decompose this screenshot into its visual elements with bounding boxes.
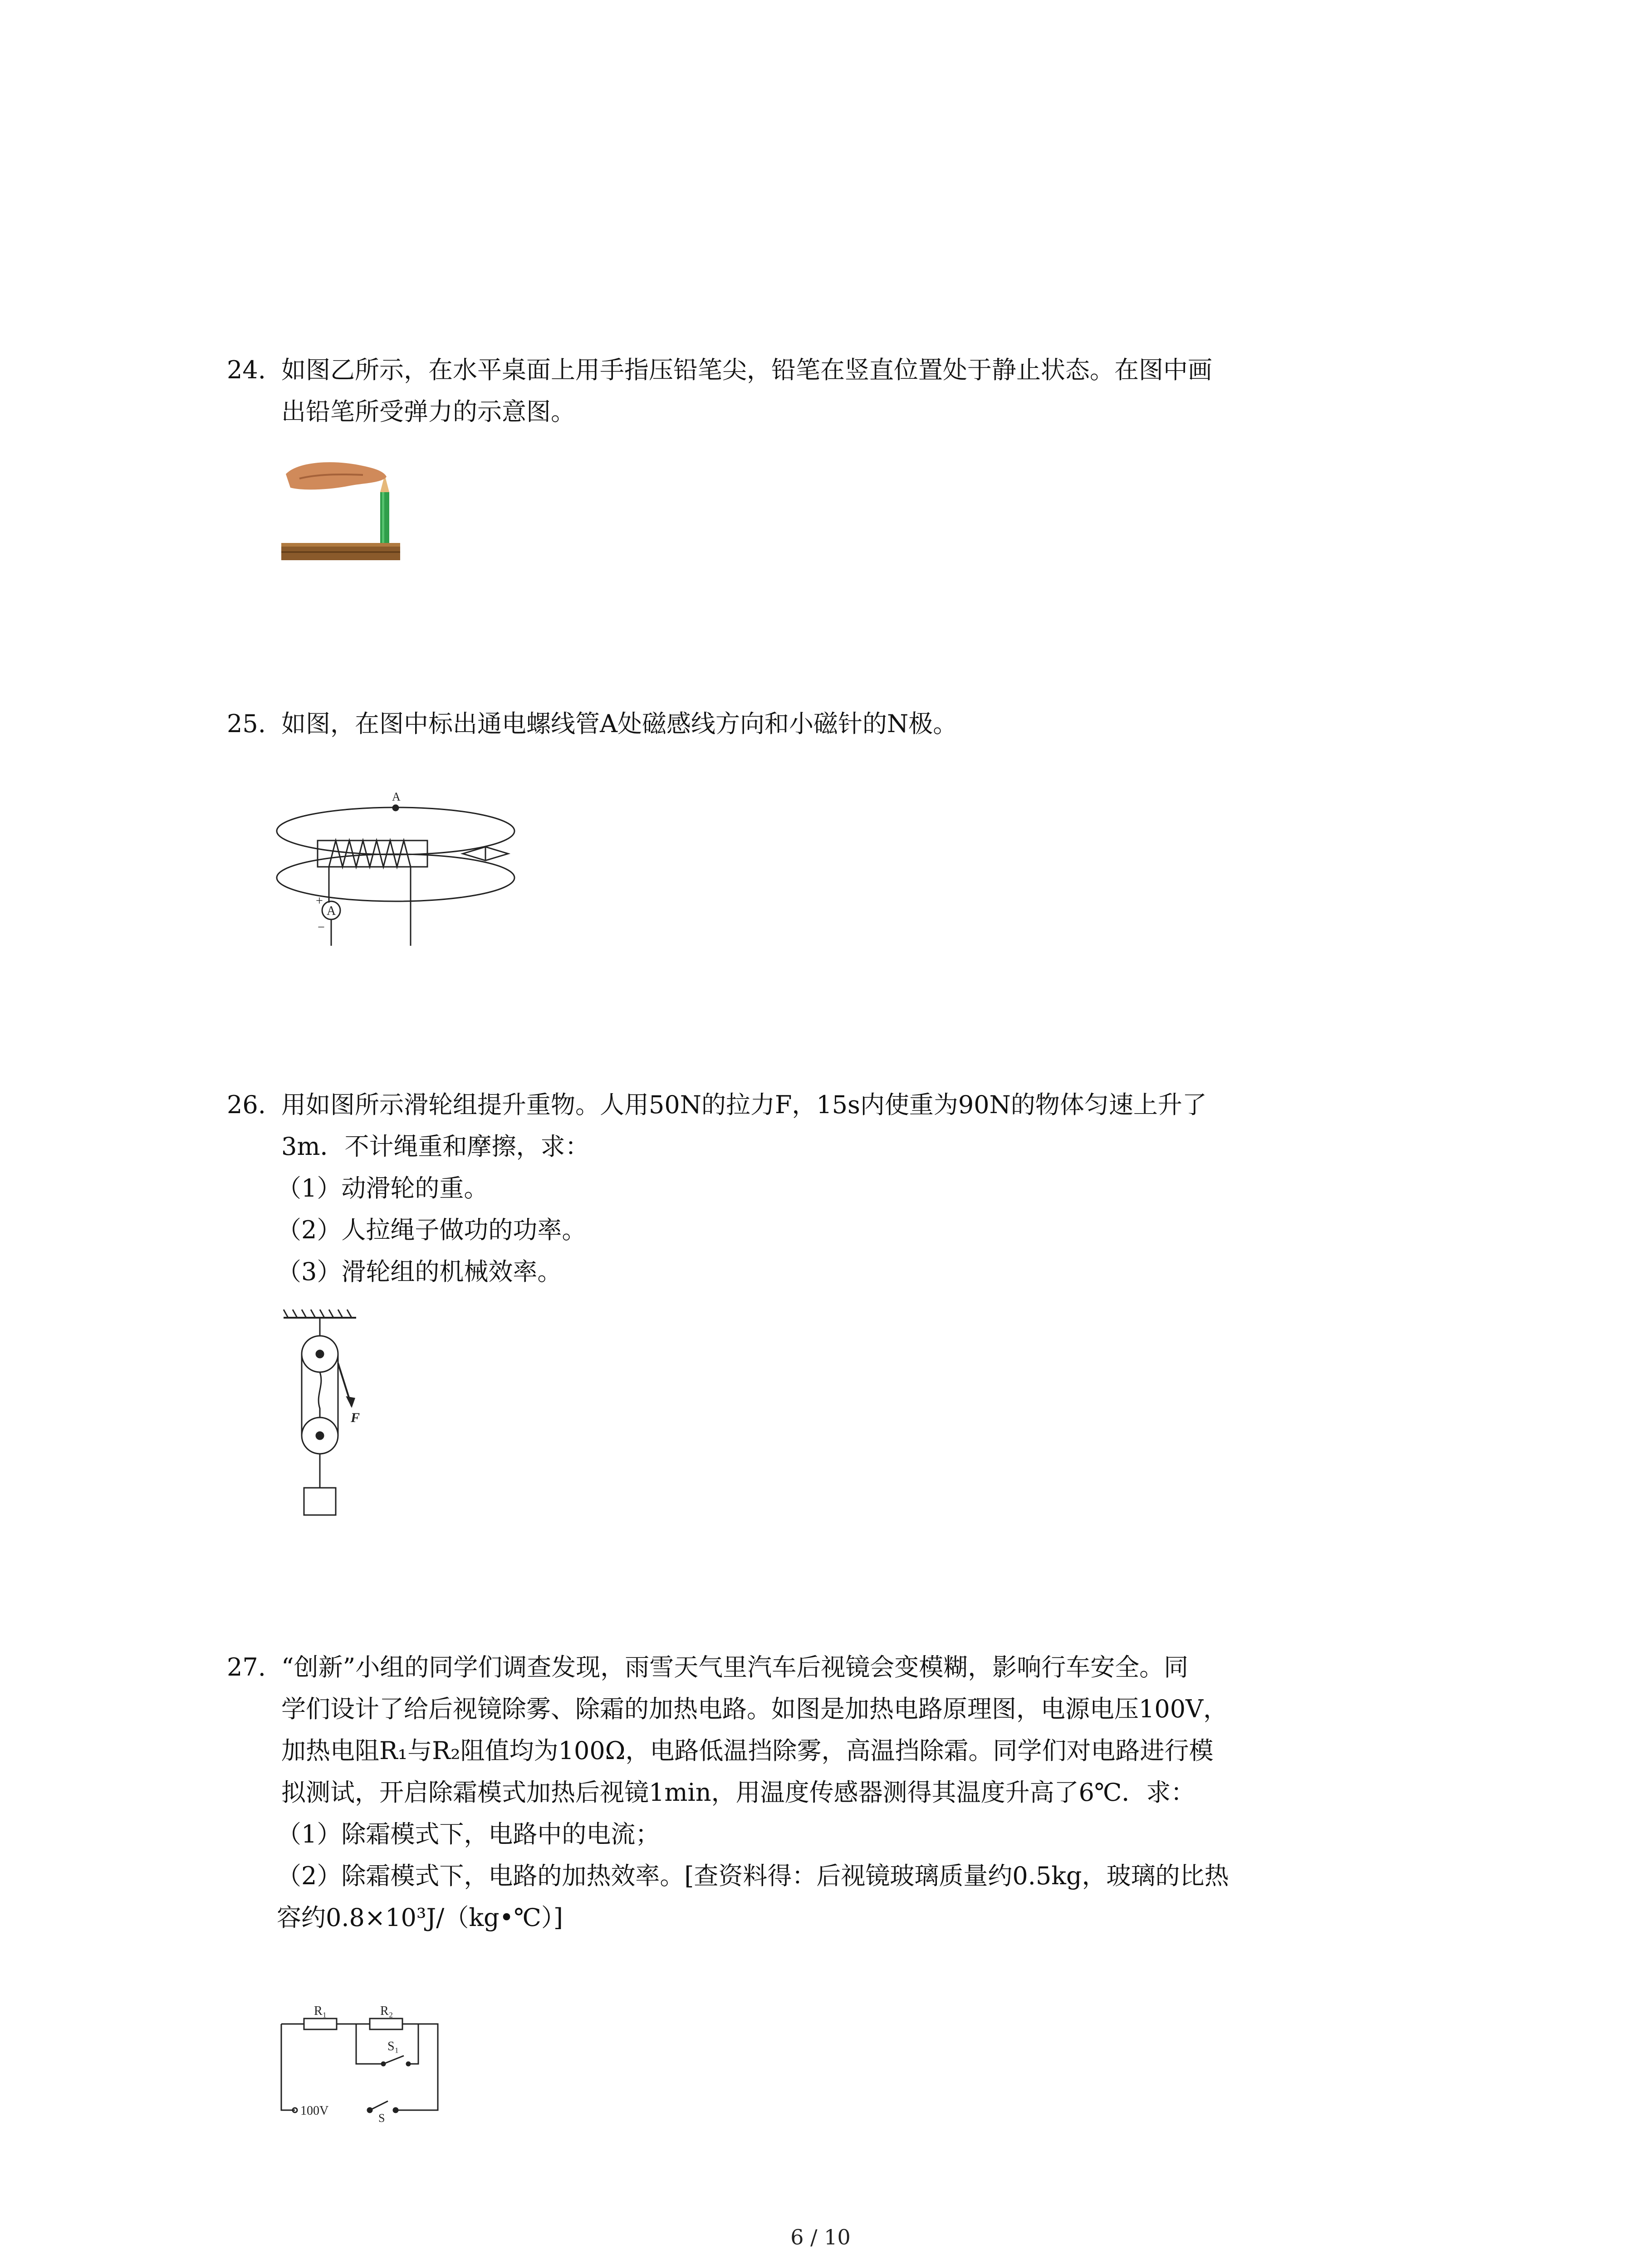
question-text-line: 如图，在图中标出通电螺线管A处磁感线方向和小磁针的N极。: [281, 709, 958, 738]
question-item: （3）滑轮组的机械效率。: [277, 1257, 562, 1286]
question-text-line: 出铅笔所受弹力的示意图。: [281, 397, 575, 426]
plus-terminal-label: +: [316, 894, 323, 908]
question-number: 27.: [227, 1653, 266, 1681]
ammeter-label: A: [327, 904, 336, 918]
pencil-on-table-figure: [281, 447, 408, 565]
force-label: F: [351, 1410, 360, 1425]
question-item: （1）除霜模式下，电路中的电流；: [277, 1820, 660, 1848]
question-26: [227, 1084, 1452, 1293]
question-number: 25.: [227, 709, 266, 738]
question-number: 24.: [227, 356, 266, 384]
point-a-label: A: [392, 792, 401, 803]
s1-label: S₁: [387, 2039, 399, 2053]
question-item: （2）除霜模式下，电路的加热效率。[查资料得：后视镜玻璃质量约0.5kg，玻璃的比热: [277, 1862, 1229, 1890]
question-text-line: 3m．不计绳重和摩擦，求：: [281, 1132, 590, 1161]
question-24: [227, 349, 1452, 433]
r2-label: R₂: [380, 2005, 393, 2018]
question-text-line: 拟测试，开启除霜模式加热后视镜1min，用温度传感器测得其温度升高了6℃．求：: [281, 1778, 1195, 1807]
question-text-line: 用如图所示滑轮组提升重物。人用50N的拉力F，15s内使重为90N的物体匀速上升了: [281, 1090, 1207, 1119]
question-text-line: “创新”小组的同学们调查发现，雨雪天气里汽车后视镜会变模糊，影响行车安全。同: [281, 1653, 1189, 1681]
question-text-line: 学们设计了给后视镜除雾、除霜的加热电路。如图是加热电路原理图，电源电压100V，: [281, 1695, 1228, 1723]
solenoid-figure: [272, 792, 526, 955]
page-number: 6 / 10: [790, 2225, 851, 2249]
question-text-line: 加热电阻R₁与R₂阻值均为100Ω，电路低温挡除雾，高温挡除霜。同学们对电路进行模: [281, 1736, 1214, 1765]
r1-label: R₁: [314, 2005, 327, 2018]
question-27: [227, 1647, 1452, 1939]
pulley-system-figure: [279, 1309, 370, 1526]
question-number: 26.: [227, 1090, 266, 1119]
minus-terminal-label: −: [318, 920, 325, 934]
question-item: （2）人拉绳子做功的功率。: [277, 1216, 587, 1244]
voltage-label: 100V: [300, 2104, 329, 2118]
question-text-line: 如图乙所示，在水平桌面上用手指压铅笔尖，铅笔在竖直位置处于静止状态。在图中画: [281, 356, 1212, 384]
heating-circuit-figure: [277, 2005, 449, 2123]
s-label: S: [378, 2112, 385, 2123]
question-25: [227, 703, 1452, 745]
question-item: （1）动滑轮的重。: [277, 1174, 489, 1202]
question-item: 容约0.8×10³J/（kg•℃）]: [277, 1903, 563, 1932]
